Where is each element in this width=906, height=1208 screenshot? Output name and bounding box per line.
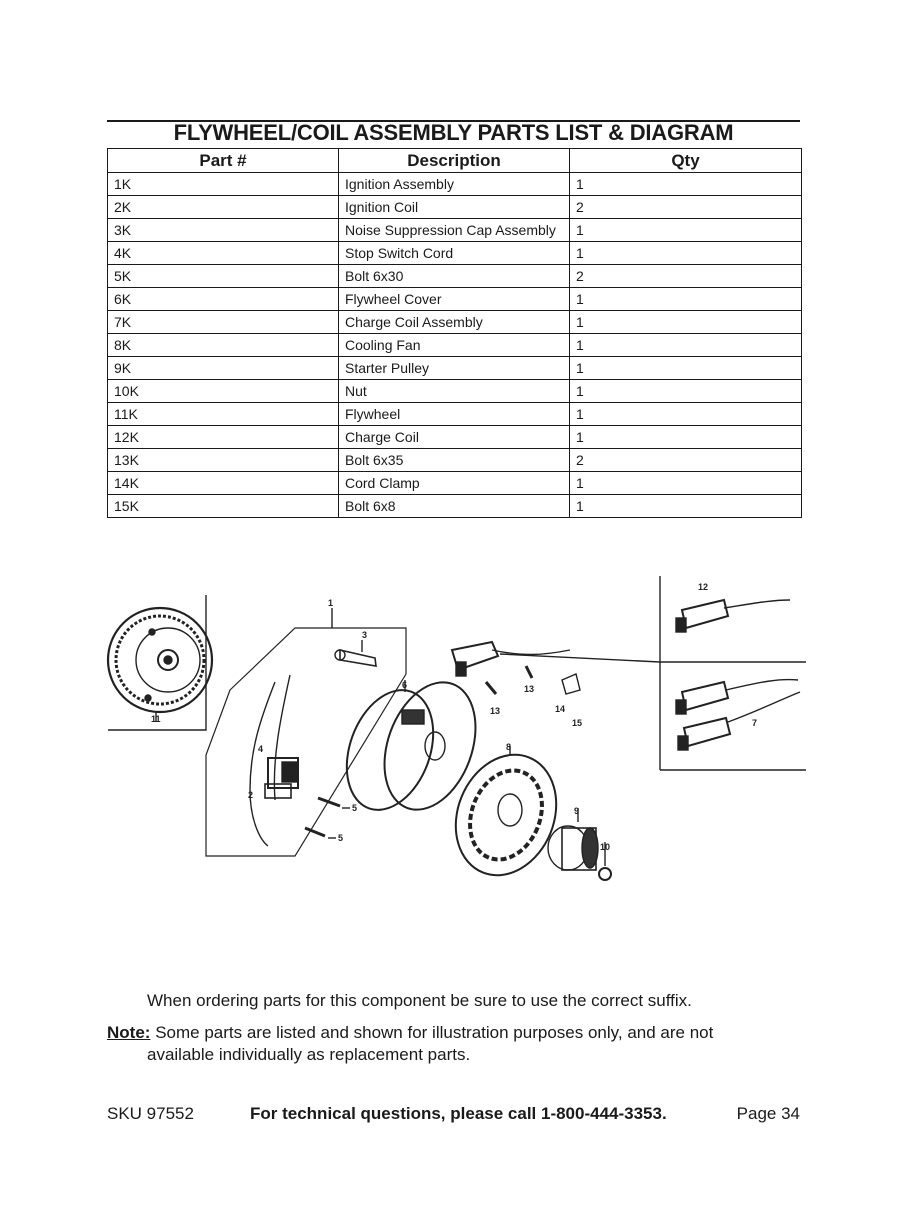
callout-5a: 5 [352, 803, 358, 813]
note-paragraph [107, 1022, 807, 1066]
callout-6: 6 [402, 680, 408, 690]
callout-10: 10 [600, 842, 611, 852]
cell-part-number: 3K [108, 219, 339, 242]
table-row [108, 357, 802, 380]
cell-description: Bolt 6x30 [339, 265, 570, 288]
note-text-line2: available individually as replacement parts. [147, 1045, 471, 1064]
cell-description: Flywheel Cover [339, 288, 570, 311]
cell-description: Charge Coil [339, 426, 570, 449]
footer-page-number: Page 34 [736, 1104, 800, 1123]
inset-coils [676, 600, 800, 750]
table-row [108, 219, 802, 242]
ignition-assembly [206, 608, 406, 856]
table-row [108, 288, 802, 311]
header-part-number: Part # [108, 149, 339, 173]
cell-qty: 1 [570, 219, 802, 242]
header-description: Description [339, 149, 570, 173]
flywheel-coil-diagram [100, 570, 806, 900]
cell-part-number: 5K [108, 265, 339, 288]
callout-11: 11 [151, 714, 161, 724]
table-header-row [108, 149, 802, 173]
cell-qty: 1 [570, 357, 802, 380]
cell-part-number: 2K [108, 196, 339, 219]
cell-part-number: 12K [108, 426, 339, 449]
cell-qty: 1 [570, 472, 802, 495]
note-text-line1: Some parts are listed and shown for illustration purposes only, and are not [155, 1023, 714, 1042]
charge-coil-main [452, 642, 660, 694]
callout-13b: 13 [524, 684, 535, 694]
cell-description: Ignition Coil [339, 196, 570, 219]
callout-1: 1 [328, 598, 334, 608]
table-row [108, 403, 802, 426]
cell-description: Starter Pulley [339, 357, 570, 380]
cell-description: Ignition Assembly [339, 173, 570, 196]
table-row [108, 196, 802, 219]
callout-15: 15 [572, 718, 583, 728]
footer-sku: SKU 97552 [107, 1104, 194, 1123]
table-row [108, 173, 802, 196]
cell-part-number: 10K [108, 380, 339, 403]
flywheel-cover [331, 670, 492, 823]
cell-part-number: 8K [108, 334, 339, 357]
note-label: Note: [107, 1023, 151, 1042]
table-row [108, 380, 802, 403]
callout-2: 2 [248, 790, 254, 800]
cell-qty: 1 [570, 311, 802, 334]
cell-part-number: 4K [108, 242, 339, 265]
callout-7: 7 [752, 718, 758, 728]
footer-tech-support: For technical questions, please call 1-800-444-3353. [250, 1104, 667, 1123]
table-row [108, 472, 802, 495]
cell-qty: 1 [570, 242, 802, 265]
cell-part-number: 15K [108, 495, 339, 518]
cell-part-number: 9K [108, 357, 339, 380]
flywheel-part [108, 595, 212, 730]
cell-part-number: 1K [108, 173, 339, 196]
cell-description: Bolt 6x8 [339, 495, 570, 518]
table-row [108, 265, 802, 288]
cell-description: Charge Coil Assembly [339, 311, 570, 334]
cell-description: Flywheel [339, 403, 570, 426]
callout-9: 9 [574, 806, 580, 816]
table-row [108, 449, 802, 472]
callout-8: 8 [506, 742, 512, 752]
callout-14: 14 [555, 704, 566, 714]
cell-description: Stop Switch Cord [339, 242, 570, 265]
page-footer [107, 1103, 800, 1125]
cell-part-number: 13K [108, 449, 339, 472]
cell-qty: 1 [570, 173, 802, 196]
table-row [108, 311, 802, 334]
cell-part-number: 11K [108, 403, 339, 426]
cell-description: Bolt 6x35 [339, 449, 570, 472]
callout-4: 4 [258, 744, 264, 754]
table-row [108, 495, 802, 518]
cell-qty: 2 [570, 265, 802, 288]
table-row [108, 334, 802, 357]
cell-description: Cooling Fan [339, 334, 570, 357]
cell-qty: 1 [570, 495, 802, 518]
cell-description: Noise Suppression Cap Assembly [339, 219, 570, 242]
table-row [108, 426, 802, 449]
table-row [108, 242, 802, 265]
cell-part-number: 14K [108, 472, 339, 495]
cell-qty: 1 [570, 334, 802, 357]
callout-3: 3 [362, 630, 368, 640]
cell-qty: 1 [570, 403, 802, 426]
cell-part-number: 7K [108, 311, 339, 334]
cell-part-number: 6K [108, 288, 339, 311]
callout-12: 12 [698, 582, 709, 592]
cell-qty: 1 [570, 288, 802, 311]
cell-qty: 2 [570, 196, 802, 219]
cell-qty: 1 [570, 380, 802, 403]
callout-5b: 5 [338, 833, 344, 843]
page-title: FLYWHEEL/COIL ASSEMBLY PARTS LIST & DIAGRAM [173, 120, 734, 145]
callout-13a: 13 [490, 706, 501, 716]
cell-qty: 2 [570, 449, 802, 472]
cell-description: Cord Clamp [339, 472, 570, 495]
parts-table [107, 148, 802, 518]
cell-description: Nut [339, 380, 570, 403]
cooling-fan [438, 740, 573, 891]
cell-qty: 1 [570, 426, 802, 449]
header-qty: Qty [570, 149, 802, 173]
ordering-instructions: When ordering parts for this component be sure to use the correct suffix. [147, 991, 692, 1010]
